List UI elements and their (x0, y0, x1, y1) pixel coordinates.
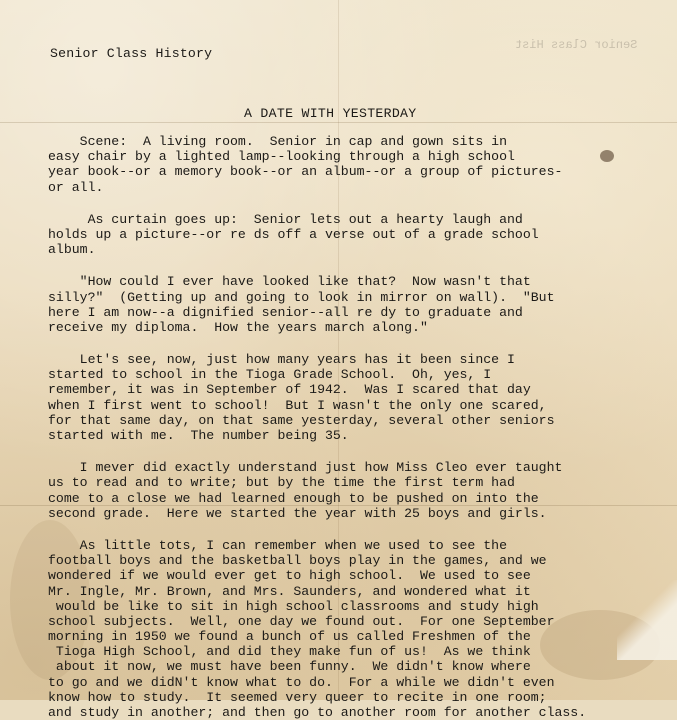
text-line: know how to study. It seemed very queer to recite in one room; (48, 689, 547, 705)
text-line: As curtain goes up: Senior lets out a hearty laugh and (48, 211, 523, 227)
bleed-through-text: Senior Class Hist (514, 38, 637, 52)
text-line: Mr. Ingle, Mr. Brown, and Mrs. Saunders, and wondered what it (48, 583, 531, 599)
text-line: I mever did exactly understand just how Miss Cleo ever taught (48, 460, 563, 476)
paragraph (48, 134, 648, 195)
text-line: morning in 1950 we found a bunch of us called Freshmen of the (48, 629, 531, 645)
text-line: As little tots, I can remember when we used to see the (48, 537, 507, 553)
paragraph (48, 352, 648, 443)
text-line: started to school in the Tioga Grade School. Oh, yes, I (48, 367, 492, 383)
text-line: come to a close we had learned enough to be pushed on into the (48, 490, 539, 506)
text-line: or all. (48, 179, 104, 195)
text-line: easy chair by a lighted lamp--looking through a high school (48, 149, 515, 165)
text-line: holds up a picture--or re ds off a verse out of a grade school (48, 226, 539, 242)
paragraph (48, 212, 648, 258)
document-body (48, 134, 648, 720)
text-line: Tioga High School, and did they make fun of us! As we think (48, 644, 531, 660)
text-line: school subjects. Well, one day we found out. For one September (48, 613, 555, 629)
text-line: second grade. Here we started the year with 25 boys and girls. (48, 505, 547, 521)
document-header: Senior Class History (50, 46, 213, 61)
document-title: A DATE WITH YESTERDAY (244, 106, 417, 121)
text-line: remember, it was in September of 1942. Was I scared that day (48, 382, 531, 398)
text-line: year book--or a memory book--or an album--or a group of pictures- (48, 164, 563, 180)
paragraph (48, 274, 648, 335)
text-line: when I first went to school! But I wasn't the only one scared, (48, 397, 547, 413)
paragraph (48, 538, 648, 720)
text-line: for that same day, on that same yesterday, several other seniors (48, 412, 555, 428)
text-line: album. (48, 242, 96, 258)
text-line: and study in another; and then go to another room for another class. (48, 705, 587, 720)
text-line: here I am now--a dignified senior--all re dy to graduate and (48, 304, 523, 320)
paragraph (48, 460, 648, 521)
text-line: to go and we didN't know what to do. For a while we didn't even (48, 674, 555, 690)
text-line: football boys and the basketball boys play in the games, and we (48, 553, 547, 569)
text-line: Let's see, now, just how many years has it been since I (48, 352, 515, 368)
text-line: Scene: A living room. Senior in cap and gown sits in (48, 134, 507, 149)
text-line: "How could I ever have looked like that? Now wasn't that (48, 274, 531, 290)
text-line: about it now, we must have been funny. We didn't know where (48, 659, 531, 675)
text-line: wondered if we would ever get to high school. We used to see (48, 568, 531, 584)
text-line: silly?" (Getting up and going to look in mirror on wall). "But (48, 289, 555, 305)
text-line: started with me. The number being 35. (48, 428, 349, 443)
text-line: us to read and to write; but by the time the first term had (48, 475, 515, 491)
text-line: would be like to sit in high school classrooms and study high (48, 598, 539, 614)
text-line: receive my diploma. How the years march along." (48, 319, 428, 335)
